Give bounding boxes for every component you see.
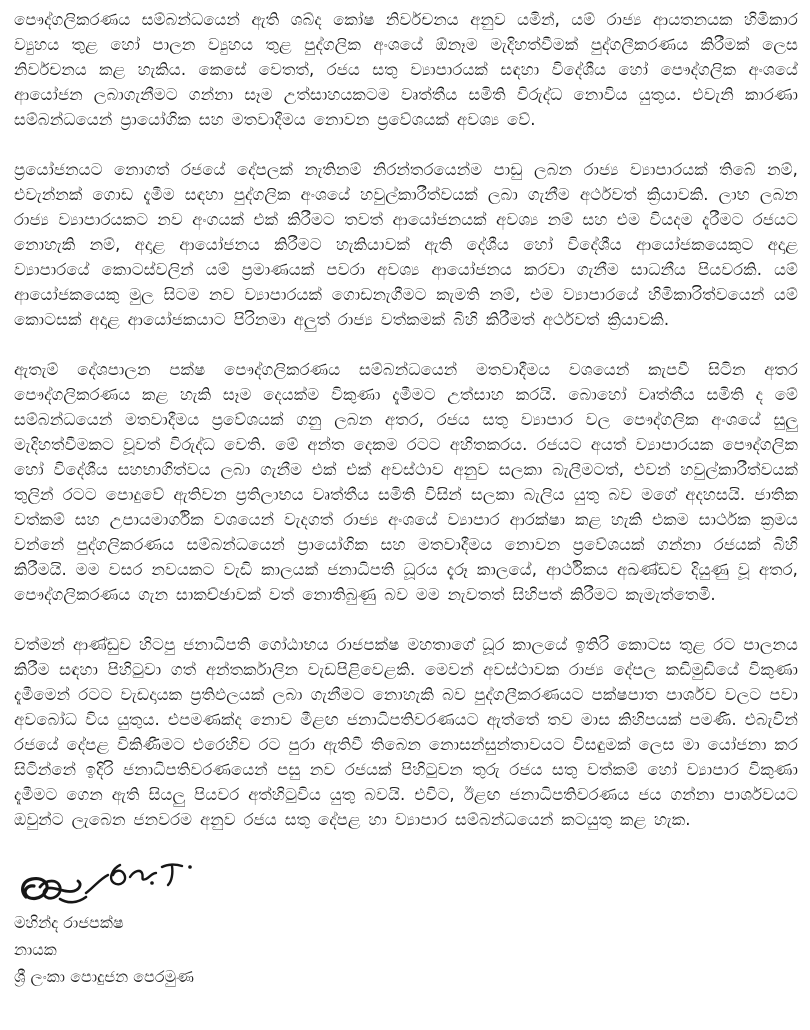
paragraph-3: ඇතැම් දේශපාලන පක්ෂ පෞද්ගලිකරණය සම්බන්ධයෙන් මතවාදීමය වශයෙන් කැපවී සිටින අතර පෞද්ගලිකරණය කළ හැකි සෑම දෙයක්ම විකුණා දැමීමට උත්සාහ කරයි. බොහෝ වෘත්තීය සමිති ද මේ සම්බන්ධයෙන් මතවාදීමය ප්‍රවේශයක් ගනු ලබන අතර, රජය සතු ව්‍යාපාර වල පෞද්ගලික අංශයේ සුලු මැදිහත්වීමකට වූවත් විරුද්ධ වෙති. මේ අන්ත දෙකම රටට අහිතකරය. රජයට අයත් ව්‍යාපාරයක පෞද්ගලික හෝ විදේශීය සහභාගිත්වය ලබා ගැනීම එක් එක් අවස්ථාව අනුව සලකා බැලීමටත්, එවන් හවුල්කාරීත්වයක් තුලින් රටට පොදුවේ ඇතිවන ප්‍රතිලාභය වෘත්තීය සමිති විසින් සලකා බැලිය යුතු බව මගේ අදහසයි. ජාතික වත්කම් සහ උපායමාර්ගික වශයෙන් වැදගත් රාජ්‍ය අංශයේ ව්‍යාපාර ආරක්ෂා කළ හැකි එකම සාර්ථක ක්‍රමය වන්නේ පුද්ගලිකරණය සම්බන්ධයෙන් ප්‍රායෝගික සහ මතවාදීමය නොවන ප්‍රවේශයක් ගන්නා රජයක් බිහි කිරීමයි. මම වසර නවයකට වැඩි කාලයක් ජනාධිපති ධූරය දැරූ කාලයේ, ආර්ථිකය අඛණ්ඩව දියුණු වූ අතර, පෞද්ගලිකරණය ගැන සාකච්ඡාවක් වත් නොතිබුණු බව මම නැවතත් සිහිපත් කිරීමට කැමැත්තෙමි. [14, 360, 798, 604]
paragraph-4: වත්මන් ආණ්ඩුව හිටපු ජනාධිපති ගෝඨාභය රාජපක්ෂ මහතාගේ ධූර කාලයේ ඉතිරි කොටස තුළ රට පාලනය කිරීම සඳහා පිහිටුවා ගත් අන්තර්කාලින වැඩපිළිවෙළකි. මෙවන් අවස්ථාවක රාජ්‍ය දේපල කඩිමුඩියේ විකුණා දැමීමෙන් රටට වැඩදායක ප්‍රතිඵලයක් ලබා ගැනීමට නොහැකි බව පුද්ගලීකරණයට පක්ෂපාත පාර්ශව වලට පවා අවබෝධ විය යුතුය. එපමණක්ද නොව මීළඟ ජනාධිපතිවරණයට ඇත්තේ තව මාස කිහිපයක් පමණි. එබැවින් රජයේ දේපළ විකිණීමට එරෙහිව රට පුරා ඇතිවී තිබෙන නොසන්සුන්තාවයට විසඳුමක් ලෙස මා යෝජනා කර සිටින්නේ ඉදිරි ජනාධිපතිවරණයෙන් පසු නව රජයක් පිහිටුවන තුරු රජය සතු වත්කම් හෝ ව්‍යාපාර විකුණා දැමීමට ගෙන ඇති සියලු පියවර අත්හිටුවිය යුතු බවයි. එවිට, ඊළඟ ජනාධිපතිවරණය ජය ගන්නා පාර්ශවයට ඔවුන්ට ලැබෙන ජනවරම අනුව රජය සතු දේපළ හා ව්‍යාපාර සම්බන්ධයෙන් කටයුතු කළ හැක. [14, 635, 798, 829]
signatory-title: නායක [14, 940, 57, 959]
signatory-name: මහින්ද රාජපක්ෂ [14, 913, 124, 932]
signatory-organization: ශ්‍රී ලංකා පොදුජන පෙරමුණ [14, 967, 195, 986]
handwritten-signature-image [16, 857, 206, 909]
signature-block [14, 857, 798, 990]
paragraph-2: ප්‍රයෝජනයට නොගත් රජයේ දේපලක් නැතිනම් නිරන්තරයෙන්ම පාඩු ලබන රාජ්‍ය ව්‍යාපාරයක් තිබේ නම්, එවැන්නක් ගොඩ දැමීම සඳහා පුද්ගලික අංශයේ හවුල්කාරීත්වයක් ලබා ගැනීම අර්ථවත් ක්‍රියාවකි. ලාභ ලබන රාජ්‍ය ව්‍යාපාරයකට නව අංගයක් එක් කිරීමට තවත් ආයෝජනයක් අවශ්‍ය නම් සහ එම වියදම දැරීමට රජයට නොහැකි නම්, අදාළ ආයෝජනය කිරීමට හැකියාවක් ඇති දේශීය හෝ විදේශීය ආයෝජකයෙකුට අදාළ ව්‍යාපාරයේ කොටස්වලින් යම් ප්‍රමාණයක් පවරා අවශ්‍ය ආයෝජනය කරවා ගැනීම සාධනීය පියවරකි. යම් ආයෝජකයෙකු මුල සිටම නව ව්‍යාපාරයක් ගොඩනැගීමට කැමති නම්, එම ව්‍යාපාරයේ හිමිකාරිත්වයෙන් යම් කොටසක් අදාළ ආයෝජකයාට පිරිනමා අලුත් රාජ්‍ය වත්කමක් බිහි කිරීමත් අර්ථවත් ක්‍රියාවකි. [14, 160, 798, 329]
paragraph-1: පෞද්ගලිකරණය සම්බන්ධයෙන් ඇති ශබ්ද කෝෂ නිර්වචනය අනුව යමින්, යම් රාජ්‍ය ආයතනයක හිමිකාර ව්‍යුහය තුළ හෝ පාලන ව්‍යුහය තුළ පුද්ගලික අංශයේ ඕනෑම මැදිහත්වීමක් පුද්ගලීකරණය කිරීමක් ලෙස නිර්වචනය කළ හැකිය. කෙසේ වෙතත්, රජය සතු ව්‍යාපාරයක් සඳහා විදේශීය හෝ පෞද්ගලික අංශයේ ආයෝජන ලබාගැනීමට ගන්නා සෑම උත්සාහයකටම වෘත්තීය සමිති විරුද්ධ නොවිය යුතුය. එවැනි කාරණා සම්බන්ධයෙන් ප්‍රායෝගික සහ මතවාදීමය නොවන ප්‍රවේශයක් අවශ්‍ය වේ. [14, 10, 798, 129]
